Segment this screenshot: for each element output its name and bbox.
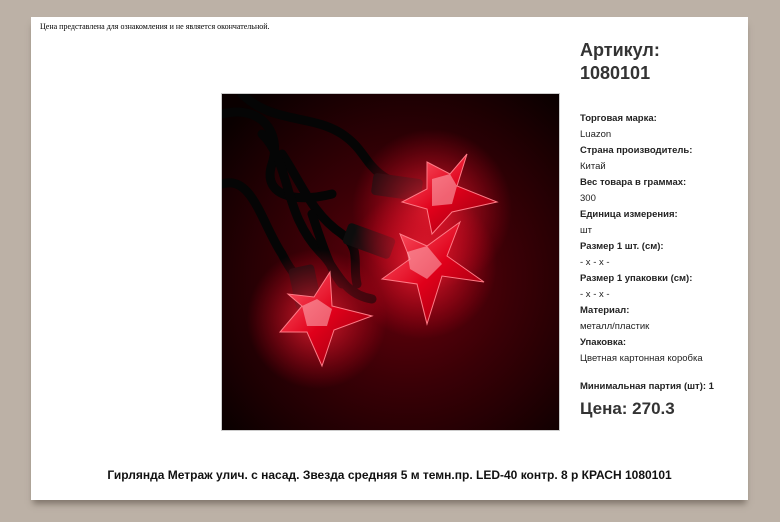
- spec-value: - x - x -: [580, 289, 610, 300]
- spec-label: Вес товара в граммах:: [580, 177, 687, 188]
- article-number: 1080101: [580, 63, 651, 83]
- spec-label: Страна производитель:: [580, 145, 693, 156]
- price: Цена: 270.3: [580, 399, 675, 418]
- product-photo: [221, 93, 560, 431]
- spec-value: Цветная картонная коробка: [580, 353, 703, 364]
- spec-value: металл/пластик: [580, 321, 650, 332]
- product-name: Гирлянда Метраж улич. с насад. Звезда средняя 5 м темн.пр. LED-40 контр. 8 р КРАСН 1080101: [107, 468, 672, 482]
- spec-value: Luazon: [580, 129, 612, 140]
- spec-label: Единица измерения:: [580, 209, 678, 220]
- spec-label: Размер 1 упаковки (см):: [580, 273, 693, 284]
- spec-value: Китай: [580, 161, 606, 172]
- price-disclaimer: Цена представлена для ознакомления и не является окончательной.: [40, 22, 270, 31]
- spec-label: Материал:: [580, 305, 630, 316]
- product-card: [31, 17, 748, 500]
- spec-value: 300: [580, 193, 596, 204]
- product-photo-image: [222, 94, 559, 430]
- article-label: Артикул:: [580, 40, 660, 60]
- spec-list: [580, 111, 740, 367]
- spec-label: Упаковка:: [580, 337, 627, 348]
- min-order: Минимальная партия (шт): 1: [580, 381, 714, 392]
- spec-value: шт: [580, 225, 592, 236]
- article-heading: [580, 39, 740, 85]
- spec-value: - x - x -: [580, 257, 610, 268]
- spec-label: Размер 1 шт. (см):: [580, 241, 664, 252]
- spec-label: Торговая марка:: [580, 113, 657, 124]
